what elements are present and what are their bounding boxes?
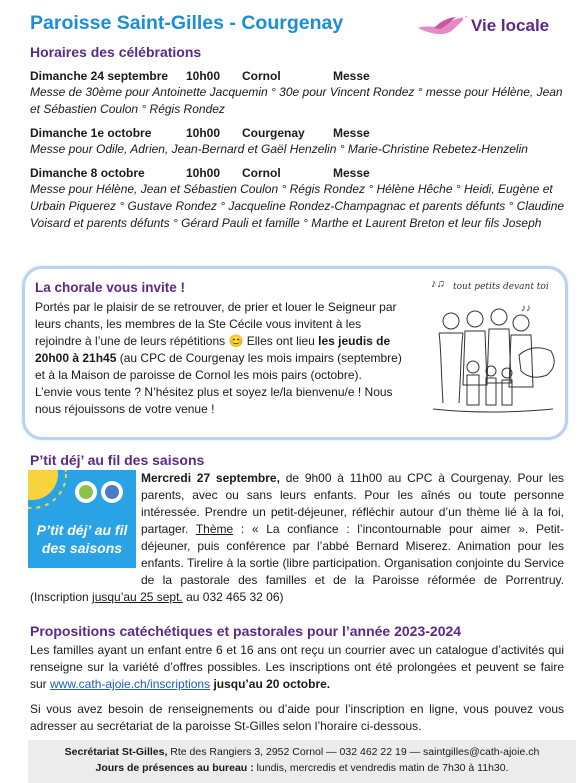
schedule-place: Cornol <box>242 166 281 180</box>
svg-text:♪♫: ♪♫ <box>431 278 445 290</box>
schedule-type: Messe <box>333 166 370 180</box>
chorale-box <box>22 266 568 440</box>
rehearsal-time: les jeudis de 20h00 à 21h45 <box>35 334 391 365</box>
schedule-intentions: Messe de 30ème pour Antoinette Jacquemin ° 30e pour Vincent Rondez ° messe pour Hélène, Jean et Sébastien Coulon ° Régis Rondez <box>30 85 563 116</box>
choir-illustration <box>413 275 563 425</box>
catechese-text <box>30 642 564 743</box>
theme-label: Thème <box>195 522 234 536</box>
dove-icon <box>416 14 472 40</box>
rubric-badge <box>416 14 576 40</box>
schedule-time: 10h00 <box>186 126 221 140</box>
schedule-time: 10h00 <box>186 166 221 180</box>
schedule-type: Messe <box>333 69 370 83</box>
illustration-caption: tout petits devant toi <box>453 282 549 292</box>
poster-label: P’tit déj’ au fil des saisons <box>36 522 128 556</box>
page-header <box>30 10 570 38</box>
inscriptions-link[interactable]: www.cath-ajoie.ch/inscriptions <box>50 677 211 691</box>
event-date: Mercredi 27 septembre, <box>141 471 280 485</box>
schedule-intentions: Messe pour Hélène, Jean et Sébastien Coulon ° Régis Rondez ° Hélène Hêche ° Heidi, Eugène et Urbain Piquerez ° Gustave Rondez ° Jacqueline Rondez-Champagnac et parents défunts ° Claudine Voisard et parents défunts ° Gérard Pauli et famille ° Marthe et Laurent Breton et leur fils Joseph <box>30 182 565 230</box>
schedule-place: Cornol <box>242 69 281 83</box>
rubric-label: Vie locale <box>471 16 550 35</box>
schedule-day: Dimanche 1e octobre <box>30 126 152 140</box>
schedule-time: 10h00 <box>186 69 221 83</box>
secretariat-footer <box>28 740 576 783</box>
ptitdej-text: Mercredi 27 septembre, de 9h00 à 11h00 au CPC à Courgenay. Pour les parents, avec ou sans leurs enfants. Pour les aînés ou toute personne intéressée. Prendre un petit-déjeuner, réfléchir autour d’un thème lié à la foi, partager. Thème : « La confiance : l’incontournable pour aimer ». Petit-déjeuner, puis conférence par l’abbé Bernard Miserez. Animation pour les enfants. Tirelire à la sortie (libre participation. Organisation conjointe du Service de la pastorale des familles et de la Paroisse réformée de Porrentruy. (Inscription jusqu’au 25 sept. au 032 465 32 06) <box>30 471 565 604</box>
smiley-icon: 😊 <box>228 334 244 348</box>
catechese-heading: Propositions catéchétiques et pastorales pour l’année 2023-2024 <box>30 623 462 639</box>
schedule-intentions: Messe pour Odile, Adrien, Jean-Bernard et Gaël Henzelin ° Marie-Christine Rebetez-Henzelin <box>30 142 528 156</box>
schedule-type: Messe <box>333 126 370 140</box>
schedule-place: Courgenay <box>242 126 305 140</box>
footer-line: Secrétariat St-Gilles, Rte des Rangiers 3, 2952 Cornol — 032 462 22 19 — saintgilles@cath-ajoie.ch <box>64 746 540 758</box>
catechese-paragraph: Les familles ayant un enfant entre 6 et 16 ans ont reçu un courrier avec un catalogue d’activités qui renseigne sur la variété d’offres possibles. Les inscriptions ont été prolongées et peuvent se faire sur www.cath-ajoie.ch/inscriptions jusqu’au 20 octobre. <box>30 643 564 691</box>
schedule-day: Dimanche 24 septembre <box>30 69 169 83</box>
ptitdej-heading: P’tit déj’ au fil des saisons <box>30 452 205 468</box>
page-title: Paroisse Saint-Gilles - Courgenay <box>30 12 344 34</box>
chorale-title: La chorale vous invite ! <box>35 280 186 295</box>
schedule-heading: Horaires des célébrations <box>30 44 202 60</box>
footer-line: Jours de présences au bureau : lundis, mercredis et vendredis matin de 7h30 à 11h30. <box>95 762 509 774</box>
registration-deadline: jusqu’au 25 sept. <box>92 590 183 604</box>
chorale-text: Portés par le plaisir de se retrouver, de prier et louer le Seigneur par leurs chants, les membres de la Ste Cécile vous invitent à les rejoindre à l’une de leurs répétitions 😊 Elles ont lieu les jeudis de 20h00 à 21h45 (au CPC de Courgenay les mois impairs (septembre) et à la Maison de paroisse de Cornol les mois pairs (octobre). L’envie vous tente ? N’hésitez plus et soyez le/la bienvenu/e ! Nous nous réjouissons de votre venue ! <box>35 300 402 416</box>
svg-text:♪♪: ♪♪ <box>521 303 531 314</box>
schedule-day: Dimanche 8 octobre <box>30 166 145 180</box>
catechese-paragraph: Si vous avez besoin de renseignements ou d’aide pour l’inscription en ligne, vous pouvez vous adresser au secrétariat de la paroisse St-Gilles selon l’horaire ci-dessous. <box>30 702 564 733</box>
inscriptions-deadline: jusqu’au 20 octobre. <box>213 677 331 691</box>
